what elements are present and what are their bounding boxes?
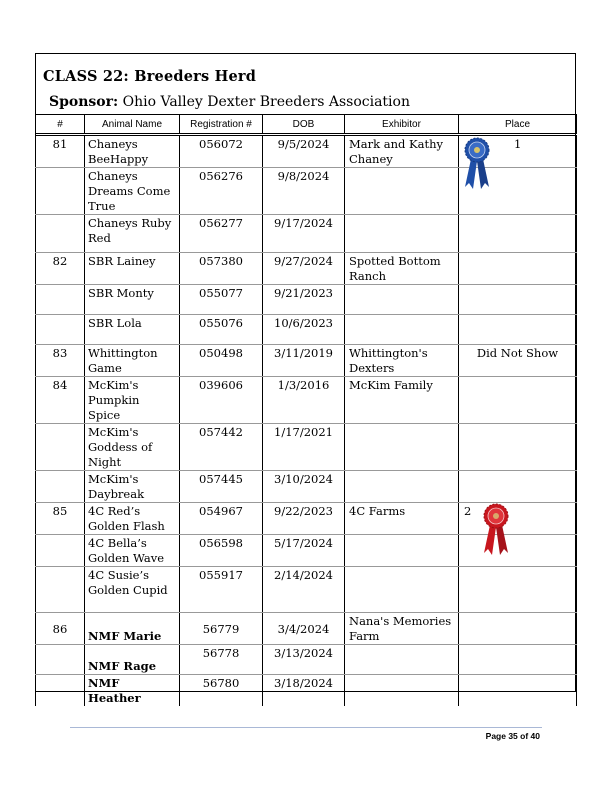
entry-number: 83 [36, 345, 85, 377]
exhibitor: Mark and Kathy Chaney [345, 135, 459, 168]
animal-name: NMF Rage [85, 645, 180, 675]
table-row [36, 675, 577, 707]
date-of-birth: 9/5/2024 [263, 135, 345, 168]
entry-number [36, 215, 85, 253]
red-ribbon-icon [481, 503, 511, 555]
col-header-place: Place [459, 115, 577, 135]
exhibitor: Whittington's Dexters [345, 345, 459, 377]
animal-name: NMF Marie [85, 613, 180, 645]
place-value: Did Not Show [459, 345, 577, 377]
animal-name: McKim's Daybreak [85, 471, 180, 503]
exhibitor [345, 535, 459, 567]
place-cell [459, 645, 577, 675]
col-header-registration: Registration # [180, 115, 263, 135]
exhibitor [345, 471, 459, 503]
animal-name: SBR Monty [85, 285, 180, 315]
date-of-birth: 9/17/2024 [263, 215, 345, 253]
registration-number: 057445 [180, 471, 263, 503]
place-cell [459, 315, 577, 345]
entry-number [36, 535, 85, 567]
place-cell [459, 377, 577, 424]
exhibitor [345, 215, 459, 253]
table-row [36, 613, 577, 645]
table-row [36, 503, 577, 535]
place-cell [459, 285, 577, 315]
registration-number: 56779 [180, 613, 263, 645]
place-cell [459, 503, 577, 535]
table-row [36, 377, 577, 424]
place-cell [459, 675, 577, 707]
sponsor-label: Sponsor: [49, 94, 119, 110]
table-row [36, 135, 577, 168]
date-of-birth: 9/27/2024 [263, 253, 345, 285]
entry-number [36, 285, 85, 315]
registration-number: 055917 [180, 567, 263, 613]
entry-number: 82 [36, 253, 85, 285]
entry-number [36, 567, 85, 613]
place-cell [459, 613, 577, 645]
entry-number: 84 [36, 377, 85, 424]
place-value: 2 [464, 504, 472, 518]
table-row [36, 567, 577, 613]
registration-number: 050498 [180, 345, 263, 377]
animal-name: 4C Red’s Golden Flash [85, 503, 180, 535]
table-row [36, 345, 577, 377]
col-header-number: # [36, 115, 85, 135]
sponsor-line [49, 94, 410, 110]
date-of-birth: 3/18/2024 [263, 675, 345, 707]
exhibitor [345, 645, 459, 675]
blue-ribbon-icon [462, 137, 492, 189]
exhibitor [345, 675, 459, 707]
registration-number: 56778 [180, 645, 263, 675]
entry-number [36, 471, 85, 503]
animal-name: McKim's Goddess of Night [85, 424, 180, 471]
registration-number: 039606 [180, 377, 263, 424]
exhibitor: 4C Farms [345, 503, 459, 535]
registration-number: 057442 [180, 424, 263, 471]
registration-number: 057380 [180, 253, 263, 285]
footer-rule [70, 727, 542, 728]
entry-number [36, 675, 85, 707]
date-of-birth: 2/14/2024 [263, 567, 345, 613]
exhibitor [345, 315, 459, 345]
date-of-birth: 3/11/2019 [263, 345, 345, 377]
class-entry-frame [35, 53, 576, 705]
table-row [36, 285, 577, 315]
exhibitor [345, 567, 459, 613]
col-header-dob: DOB [263, 115, 345, 135]
entry-number [36, 645, 85, 675]
exhibitor: Nana's Memories Farm [345, 613, 459, 645]
animal-name: Chaneys Ruby Red [85, 215, 180, 253]
sponsor-name: Ohio Valley Dexter Breeders Association [118, 94, 410, 110]
registration-number: 056072 [180, 135, 263, 168]
page-number: Page 35 of 40 [485, 731, 540, 741]
entry-number: 81 [36, 135, 85, 168]
place-cell [459, 567, 577, 613]
place-value: 1 [514, 137, 522, 151]
date-of-birth: 10/6/2023 [263, 315, 345, 345]
table-row [36, 471, 577, 503]
entry-number [36, 315, 85, 345]
animal-name: McKim's Pumpkin Spice [85, 377, 180, 424]
place-cell [459, 471, 577, 503]
date-of-birth: 9/22/2023 [263, 503, 345, 535]
exhibitor: McKim Family [345, 377, 459, 424]
table-row [36, 253, 577, 285]
entry-number: 86 [36, 613, 85, 645]
animal-name: SBR Lola [85, 315, 180, 345]
date-of-birth: 5/17/2024 [263, 535, 345, 567]
entry-number: 85 [36, 503, 85, 535]
date-of-birth: 3/10/2024 [263, 471, 345, 503]
date-of-birth: 1/3/2016 [263, 377, 345, 424]
col-header-animal-name: Animal Name [85, 115, 180, 135]
entries-table [35, 114, 577, 706]
table-row [36, 315, 577, 345]
registration-number: 056276 [180, 168, 263, 215]
entry-number [36, 168, 85, 215]
animal-name: 4C Susie’s Golden Cupid [85, 567, 180, 613]
animal-name: Chaneys BeeHappy [85, 135, 180, 168]
place-cell [459, 424, 577, 471]
registration-number: 056598 [180, 535, 263, 567]
place-cell [459, 135, 577, 168]
exhibitor [345, 168, 459, 215]
date-of-birth: 3/13/2024 [263, 645, 345, 675]
registration-number: 054967 [180, 503, 263, 535]
registration-number: 055077 [180, 285, 263, 315]
animal-name: Whittington Game [85, 345, 180, 377]
animal-name: SBR Lainey [85, 253, 180, 285]
date-of-birth: 9/21/2023 [263, 285, 345, 315]
date-of-birth: 3/4/2024 [263, 613, 345, 645]
table-row [36, 645, 577, 675]
animal-name: 4C Bella’s Golden Wave [85, 535, 180, 567]
date-of-birth: 1/17/2021 [263, 424, 345, 471]
animal-name: Chaneys Dreams Come True [85, 168, 180, 215]
exhibitor [345, 285, 459, 315]
place-cell [459, 535, 577, 567]
table-row [36, 168, 577, 215]
registration-number: 055076 [180, 315, 263, 345]
class-title: CLASS 22: Breeders Herd [43, 68, 257, 85]
registration-number: 056277 [180, 215, 263, 253]
animal-name: NMF Heather [85, 675, 180, 707]
table-header-row [36, 115, 577, 135]
exhibitor: Spotted Bottom Ranch [345, 253, 459, 285]
col-header-exhibitor: Exhibitor [345, 115, 459, 135]
registration-number: 56780 [180, 675, 263, 707]
entry-number [36, 424, 85, 471]
exhibitor [345, 424, 459, 471]
table-row [36, 424, 577, 471]
place-cell [459, 215, 577, 253]
table-row [36, 215, 577, 253]
place-cell [459, 253, 577, 285]
date-of-birth: 9/8/2024 [263, 168, 345, 215]
